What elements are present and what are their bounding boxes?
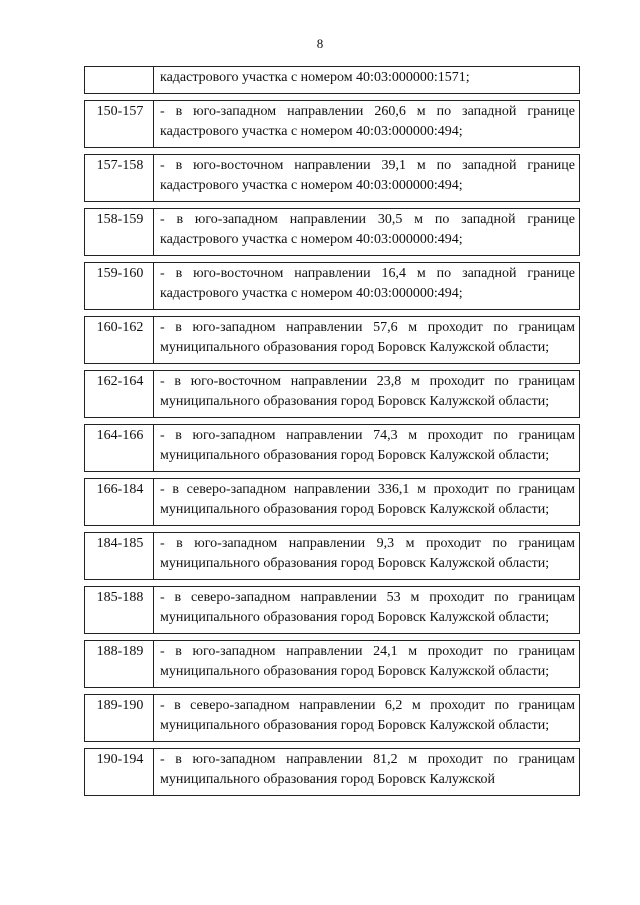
- table-row: [85, 478, 580, 525]
- description-cell: - в северо-западном направлении 336,1 м проходит по границам муниципального образования город Боровск Калужской области;: [154, 478, 580, 525]
- segment-cell: 189-190: [85, 694, 154, 741]
- segment-cell: 185-188: [85, 586, 154, 633]
- row-gap: [85, 687, 580, 694]
- table-row: [85, 262, 580, 309]
- segment-cell: 166-184: [85, 478, 154, 525]
- segment-cell: 160-162: [85, 316, 154, 363]
- description-cell: - в юго-западном направлении 24,1 м проходит по границам муниципального образования город Боровск Калужской области;: [154, 640, 580, 687]
- row-gap: [85, 363, 580, 370]
- row-gap: [85, 147, 580, 154]
- table-row: [85, 100, 580, 147]
- description-cell: - в юго-западном направлении 9,3 м проходит по границам муниципального образования город Боровск Калужской области;: [154, 532, 580, 579]
- description-cell: - в юго-западном направлении 81,2 м проходит по границам муниципального образования город Боровск Калужской: [154, 748, 580, 795]
- table-row: [85, 640, 580, 687]
- row-gap: [85, 741, 580, 748]
- segment-cell: 150-157: [85, 100, 154, 147]
- table-row: [85, 694, 580, 741]
- description-cell: - в юго-восточном направлении 16,4 м по западной границе кадастрового участка с номером 40:03:000000:494;: [154, 262, 580, 309]
- table-row: [85, 370, 580, 417]
- description-cell: - в северо-западном направлении 53 м проходит по границам муниципального образования город Боровск Калужской области;: [154, 586, 580, 633]
- table-row: [85, 208, 580, 255]
- row-gap: [85, 633, 580, 640]
- row-gap: [85, 93, 580, 100]
- boundary-description-table: [84, 66, 580, 796]
- row-gap: [85, 471, 580, 478]
- segment-cell: 164-166: [85, 424, 154, 471]
- description-cell: - в юго-восточном направлении 23,8 м проходит по границам муниципального образования город Боровск Калужской области;: [154, 370, 580, 417]
- description-cell: - в юго-западном направлении 30,5 м по западной границе кадастрового участка с номером 40:03:000000:494;: [154, 208, 580, 255]
- segment-cell: 158-159: [85, 208, 154, 255]
- table-row: [85, 154, 580, 201]
- segment-cell: 157-158: [85, 154, 154, 201]
- table-row: [85, 532, 580, 579]
- segment-cell: 162-164: [85, 370, 154, 417]
- description-cell: кадастрового участка с номером 40:03:000000:1571;: [154, 67, 580, 94]
- row-gap: [85, 525, 580, 532]
- segment-cell: 190-194: [85, 748, 154, 795]
- row-gap: [85, 309, 580, 316]
- row-gap: [85, 417, 580, 424]
- row-gap: [85, 255, 580, 262]
- table-row: [85, 67, 580, 94]
- description-cell: - в юго-восточном направлении 39,1 м по западной границе кадастрового участка с номером 40:03:000000:494;: [154, 154, 580, 201]
- table-row: [85, 316, 580, 363]
- segment-cell: [85, 67, 154, 94]
- segment-cell: 184-185: [85, 532, 154, 579]
- page-number: 8: [316, 36, 324, 51]
- segment-cell: 188-189: [85, 640, 154, 687]
- table-row: [85, 424, 580, 471]
- description-cell: - в юго-западном направлении 260,6 м по западной границе кадастрового участка с номером 40:03:000000:494;: [154, 100, 580, 147]
- row-gap: [85, 201, 580, 208]
- table-row: [85, 586, 580, 633]
- description-cell: - в северо-западном направлении 6,2 м проходит по границам муниципального образования город Боровск Калужской области;: [154, 694, 580, 741]
- segment-cell: 159-160: [85, 262, 154, 309]
- description-cell: - в юго-западном направлении 57,6 м проходит по границам муниципального образования город Боровск Калужской области;: [154, 316, 580, 363]
- table-row: [85, 748, 580, 795]
- row-gap: [85, 579, 580, 586]
- description-cell: - в юго-западном направлении 74,3 м проходит по границам муниципального образования город Боровск Калужской области;: [154, 424, 580, 471]
